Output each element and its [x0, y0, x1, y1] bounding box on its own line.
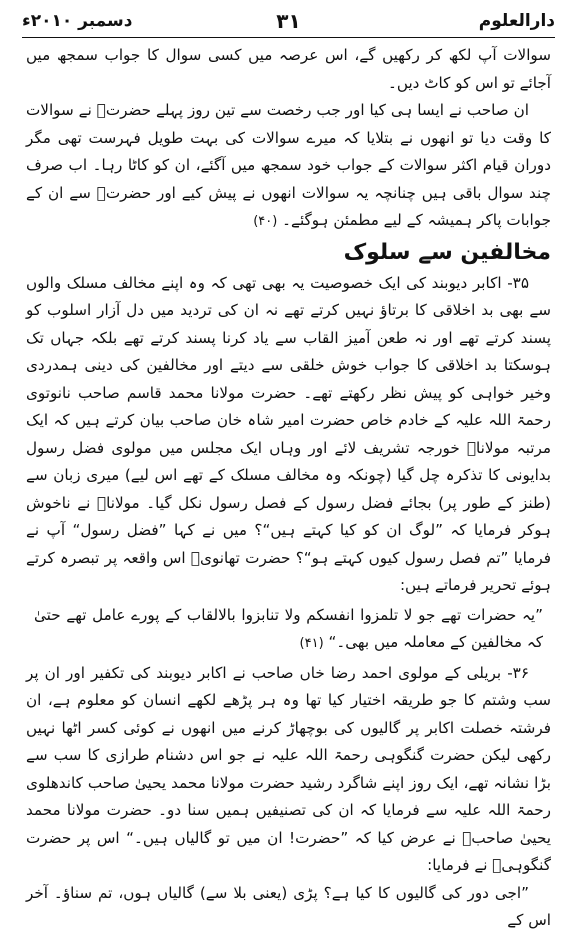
block-quote: ”یہ حضرات تھے جو لا تلمزوا انفسکم ولا تنابزوا بالالقاب کے پورے عامل تھے حتیٰ کہ مخالفین کے معاملہ میں بھی۔“ (۴۱): [34, 605, 543, 651]
section-heading: مخالفین سے سلوک: [343, 239, 551, 265]
body-text: [26, 42, 551, 929]
paragraph: سوالات آپ لکھ کر رکھیں گے، اس عرصہ میں کسی سوال کا جواب سمجھ میں آجائے تو اس کو کاٹ دیں۔: [26, 46, 551, 92]
footnote-ref: (۴۱): [299, 636, 324, 651]
issue-date: دسمبر ۲۰۱۰ء: [22, 11, 133, 31]
header-rule: [22, 37, 555, 38]
paragraph: ۳۶- بریلی کے مولوی احمد رضا خاں صاحب نے اکابر دیوبند کی تکفیر اور ان پر سب وشتم کا جو طریقہ اختیار کیا تھا وہ ہر پڑھے لکھے انسان کو معلوم ہے، ان فرشتہ خصلت اکابر پر گالیوں کی بوچھاڑ کرنے میں انھوں نے کوئی کسر اٹھا نہیں رکھی لیکن حضرت گنگوہی رحمۃ اللہ علیہ نے جو اس دشنام طرازی کا سب سے بڑا نشانہ تھے، ایک روز اپنے شاگرد رشید حضرت مولانا محمد یحییٰ صاحب کاندھلوی رحمۃ اللہ علیہ سے فرمایا کہ ان کی تصنیفیں ہمیں سنا دو۔ حضرت مولانا محمد یحییٰ صاحبؒ نے عرض کیا کہ ”حضرت! ان میں تو گالیاں ہیں۔“ اس پر حضرت گنگوہیؒ نے فرمایا:: [26, 663, 551, 874]
paragraph: ”اجی دور کی گالیوں کا کیا ہے؟ پڑی (یعنی بلا سے) گالیاں ہوں، تم سناؤ۔ آخر اس کے: [26, 883, 551, 929]
journal-name: دارالعلوم: [478, 11, 555, 31]
page-number: ۳۱: [276, 9, 301, 33]
paragraph: ان صاحب نے ایسا ہی کیا اور جب رخصت سے تین روز پہلے حضرتؒ نے سوالات کا وقت دیا تو انھوں نے بتلایا کہ میرے سوالات کی بہت طویل فہرست تھی مگر دوران قیام اکثر سوالات کے جواب خود سمجھ میں آگئے، ان کو کاٹا رہا۔ اب صرف چند سوال باقی ہیں چنانچہ یہ سوالات انھوں نے پیش کیے اور حضرتؒ سے ان کے جوابات پاکر ہمیشہ کے لیے مطمئن ہوگئے۔ (۴۰): [26, 101, 551, 229]
footnote-ref: (۴۰): [253, 214, 278, 229]
paragraph: ۳۵- اکابر دیوبند کی ایک خصوصیت یہ بھی تھی کہ وہ اپنے مخالف مسلک والوں سے بھی بد اخلاقی کا برتاؤ نہیں کرتے تھے نہ ان کی تردید میں دل آزار اسلوب کو پسند کرتے تھے اور نہ طعن آمیز القاب سے یاد کرنا پسند کرتے تھے بلکہ جہاں تک ہوسکتا بد اخلاقی کا جواب خوش خلقی سے دیتے اور مخالفین کی دینی ہمدردی وخیر خواہی کو پیش نظر رکھتے تھے۔ حضرت مولانا محمد قاسم صاحب نانوتوی رحمۃ اللہ علیہ کے خادم خاص حضرت امیر شاہ خان صاحب بیان کرتے ہیں کہ ایک مرتبہ مولاناؒ خورجہ تشریف لائے اور وہاں ایک مجلس میں مولوی فضل رسول بدایونی کا تذکرہ چل گیا (چونکہ وہ مخالف مسلک کے تھے اس لیے) میری زبان سے (طنز کے طور پر) بجائے فضل رسول کے فصل رسول نکل گیا۔ مولاناؒ نے ناخوش ہوکر فرمایا کہ ”لوگ ان کو کیا کہتے ہیں“؟ میں نے کہا ”فضل رسول“ آپ نے فرمایا ”تم فصل رسول کیوں کہتے ہو“؟ حضرت تھانویؒ اس واقعہ پر تبصرہ کرتے ہوئے تحریر فرماتے ہیں:: [26, 273, 551, 594]
running-header: [22, 6, 555, 36]
